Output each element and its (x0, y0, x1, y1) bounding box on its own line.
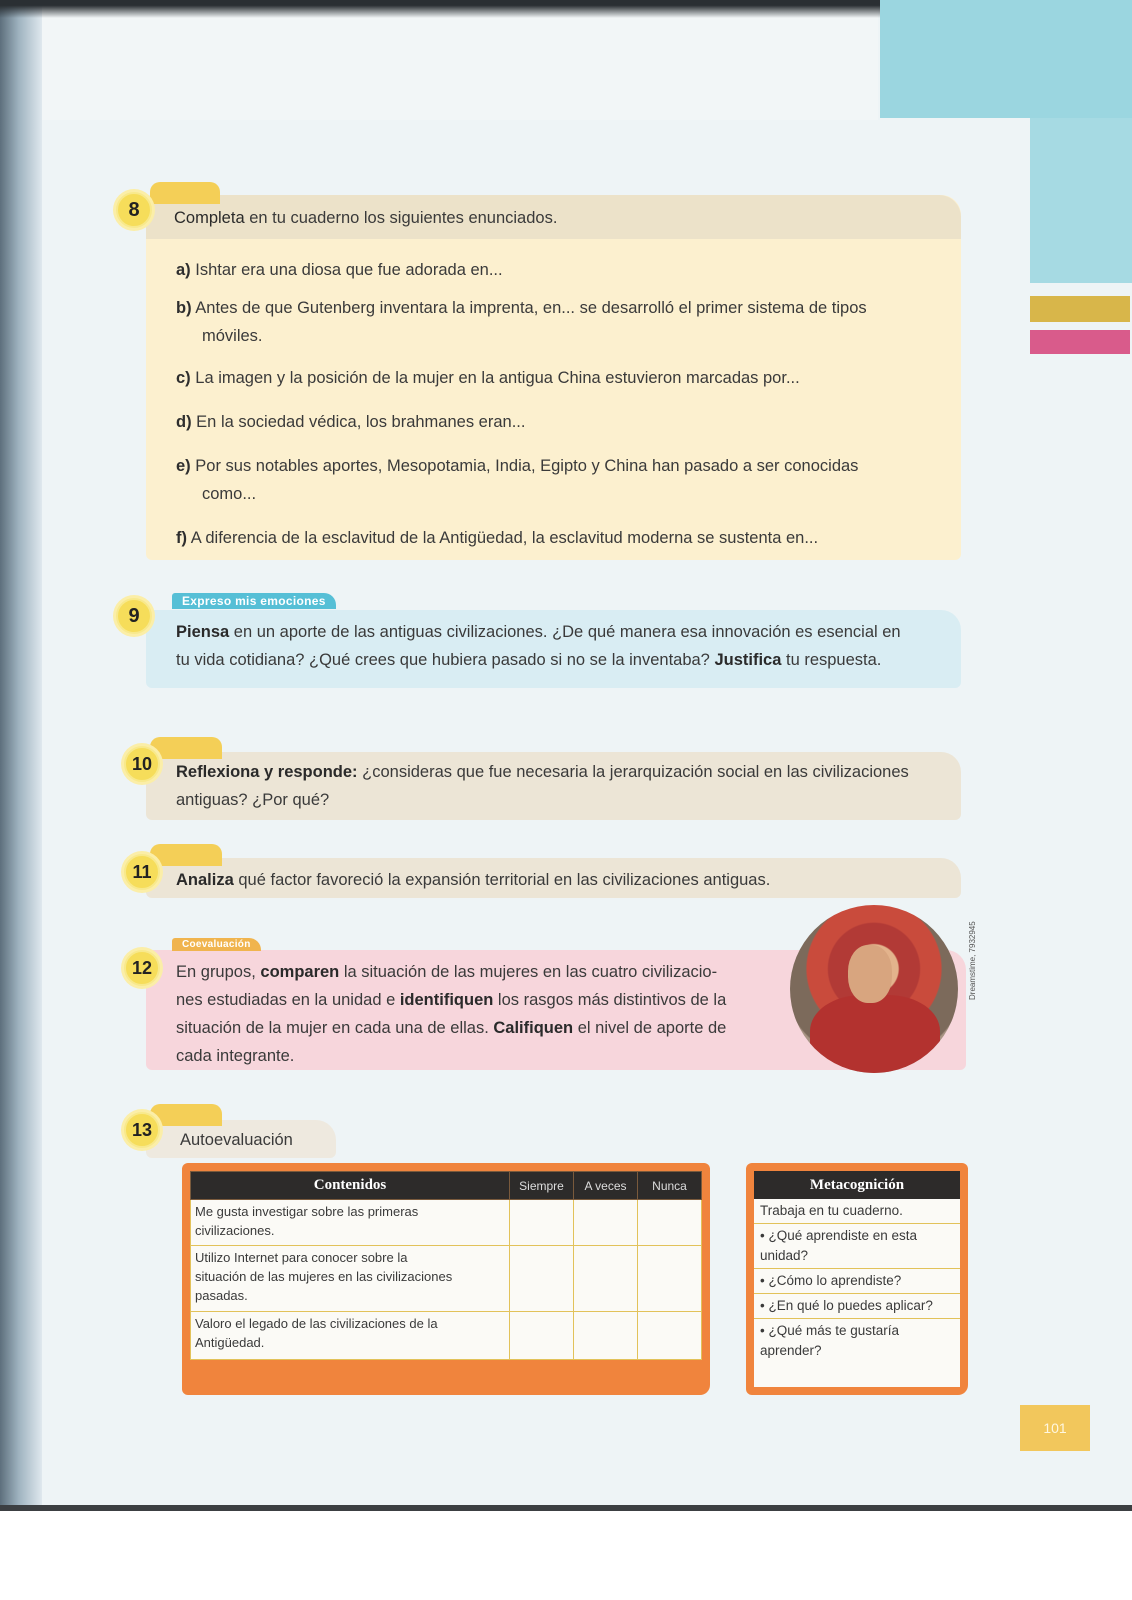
meta-line: Trabaja en tu cuaderno. (754, 1199, 960, 1224)
page-number: 101 (1020, 1405, 1090, 1451)
book-spine (0, 0, 42, 1510)
row-1-content: Me gusta investigar sobre las primeras civilizaciones. (191, 1200, 510, 1246)
row-3-nunca-cell[interactable] (638, 1312, 702, 1360)
item-12-line3: situación de la mujer en cada una de ellas. Califiquen el nivel de aporte de (176, 1019, 727, 1037)
item-8-prompt: Completa en tu cuaderno los siguientes enunciados. (174, 209, 558, 227)
item-12-line4: cada integrante. (176, 1047, 295, 1065)
row-1-siempre-cell[interactable] (510, 1200, 574, 1246)
selfeval-table-frame (182, 1163, 710, 1395)
item-13-tab (150, 1104, 222, 1126)
item-13-number: 13 (124, 1112, 160, 1148)
meta-line: • ¿Cómo lo aprendiste? (754, 1269, 960, 1294)
item-9-line1: Piensa en un aporte de las antiguas civilizaciones. ¿De qué manera esa innovación es esencial en (176, 623, 901, 641)
item-11-text: Analiza qué factor favoreció la expansión territorial en las civilizaciones antiguas. (176, 871, 771, 889)
metacognition-body (754, 1199, 960, 1387)
header-nunca: Nunca (638, 1172, 702, 1200)
item-8e-cont: como... (202, 485, 257, 503)
item-12-number: 12 (124, 950, 160, 986)
meta-line: • ¿Qué más te gustaría aprender? (760, 1323, 900, 1358)
photo-veil (810, 995, 940, 1073)
item-8b-cont: móviles. (202, 327, 263, 345)
woman-photo (790, 905, 958, 1073)
item-9-number: 9 (116, 598, 152, 634)
table-row (191, 1200, 702, 1246)
item-13-title: Autoevaluación (180, 1131, 293, 1149)
item-8c: c) La imagen y la posición de la mujer en la antigua China estuvieron marcadas por... (176, 369, 800, 387)
row-2-siempre-cell[interactable] (510, 1246, 574, 1312)
teal-decoration (880, 0, 1132, 118)
item-9-line2: tu vida cotidiana? ¿Qué crees que hubiera pasado si no se la inventaba? Justifica tu respuesta. (176, 651, 882, 669)
item-8d: d) En la sociedad védica, los brahmanes eran... (176, 413, 526, 431)
metacognition-title: Metacognición (754, 1171, 960, 1199)
item-12-line1: En grupos, comparen la situación de las mujeres en las cuatro civilizacio- (176, 963, 718, 981)
photo-face (848, 945, 892, 1003)
scan-background (0, 1511, 1132, 1600)
item-12-badge: Coevaluación (172, 938, 261, 951)
item-10-number: 10 (124, 746, 160, 782)
photo-credit: Dreamstime, 7932945 (968, 921, 977, 1000)
item-8e: e) Por sus notables aportes, Mesopotamia, India, Egipto y China han pasado a ser conocidas (176, 457, 859, 475)
row-1-nunca-cell[interactable] (638, 1200, 702, 1246)
row-3-a-veces-cell[interactable] (574, 1312, 638, 1360)
item-8-number: 8 (116, 192, 152, 228)
item-11-tab (150, 844, 222, 866)
table-row (191, 1312, 702, 1360)
row-1-a-veces-cell[interactable] (574, 1200, 638, 1246)
item-10-line1: Reflexiona y responde: ¿consideras que fue necesaria la jerarquización social en las civilizaciones (176, 763, 909, 781)
table-row (191, 1246, 702, 1312)
header-a-veces: A veces (574, 1172, 638, 1200)
row-3-content: Valoro el legado de las civilizaciones de la Antigüedad. (191, 1312, 510, 1360)
metacognition-box (746, 1163, 968, 1395)
header-siempre: Siempre (510, 1172, 574, 1200)
paper-top (38, 0, 878, 120)
item-10-tab (150, 737, 222, 759)
item-8a: a) Ishtar era una diosa que fue adorada en... (176, 261, 503, 279)
pink-strip (1030, 330, 1130, 354)
row-2-a-veces-cell[interactable] (574, 1246, 638, 1312)
item-8-tab (150, 182, 220, 204)
meta-line: • ¿En qué lo puedes aplicar? (754, 1294, 960, 1319)
header-contenidos: Contenidos (191, 1172, 510, 1200)
item-12-line2: nes estudiadas en la unidad e identifiquen los rasgos más distintivos de la (176, 991, 727, 1009)
teal-strip (1030, 118, 1132, 283)
selfeval-table (190, 1171, 702, 1360)
row-3-siempre-cell[interactable] (510, 1312, 574, 1360)
row-2-content: Utilizo Internet para conocer sobre la situación de las mujeres en las civilizaciones pasadas. (191, 1246, 510, 1312)
item-8f: f) A diferencia de la esclavitud de la Antigüedad, la esclavitud moderna se sustenta en... (176, 529, 819, 547)
row-2-nunca-cell[interactable] (638, 1246, 702, 1312)
item-8b: b) Antes de que Gutenberg inventara la imprenta, en... se desarrolló el primer sistema de tipos (176, 299, 867, 317)
table-header-row (191, 1172, 702, 1200)
item-11-number: 11 (124, 854, 160, 890)
item-10-line2: antiguas? ¿Por qué? (176, 791, 330, 809)
gold-strip (1030, 296, 1130, 322)
item-9-badge: Expreso mis emociones (172, 593, 336, 609)
meta-line: • ¿Qué aprendiste en esta unidad? (754, 1224, 960, 1269)
